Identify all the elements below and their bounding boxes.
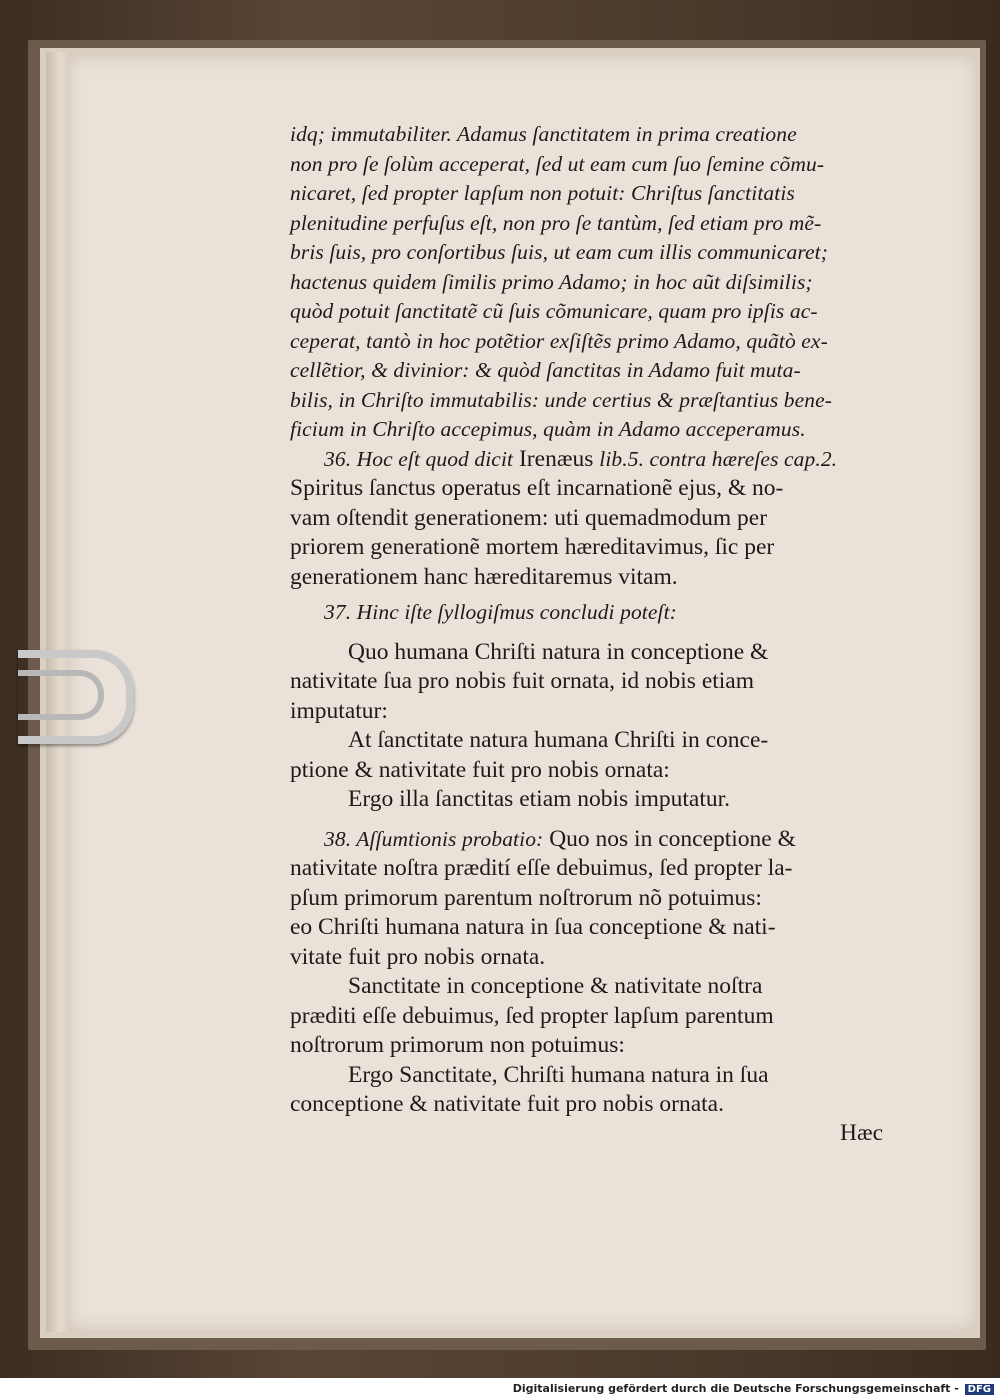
text-line: vam oſtendit generationem: uti quemadmodum per [290, 504, 768, 531]
text-line: Quo humana Chriſti natura in conceptione & [348, 638, 769, 665]
paragraph-38-body [290, 854, 902, 1120]
paragraph-37-head: 37. Hinc iſte ſyllogiſmus concludi poteſt: [324, 600, 677, 624]
text-line: bilis, in Chriſto immutabilis: unde certius & præſtantius bene- [290, 387, 833, 412]
catchword: Hæc [840, 1120, 884, 1146]
text-line: nativitate ſua pro nobis fuit ornata, id nobis etiam [290, 668, 755, 694]
text-line: ptione & nativitate fuit pro nobis ornata: [290, 756, 670, 783]
syllogism-block [290, 638, 902, 815]
italic-paragraph [290, 120, 902, 445]
paragraph-38-label: 38. Aſſumtionis probatio: [324, 826, 544, 851]
source-reference: lib.5. contra hæreſes cap.2. [599, 446, 838, 471]
text-line: imputatur: [290, 697, 388, 724]
text-line: vitate fuit pro nobis ornata. [290, 943, 546, 970]
dfg-logo: DFG [965, 1384, 994, 1395]
text-line: priorem generationẽ mortem hæreditavimus, ſic per [290, 534, 775, 560]
page-text [290, 120, 902, 1120]
text-line: nativitate noſtra prædití eſſe debuimus, ſed propter la- [290, 855, 793, 881]
author-name: Irenæus [513, 445, 600, 472]
text-line: pſum primorum parentum noſtrorum nõ potuimus: [290, 884, 762, 911]
text-line: non pro ſe ſolùm acceperat, ſed ut eam cum ſuo ſemine cõmu- [290, 151, 825, 176]
text-line: plenitudine perfuſus eſt, non pro ſe tantùm, ſed etiam pro mẽ- [290, 210, 822, 235]
text-line: generationem hanc hæreditaremus vitam. [290, 563, 678, 590]
text-line: At ſanctitate natura humana Chriſti in conce- [348, 727, 769, 753]
text-line: præditi eſſe debuimus, ſed propter lapſum parentum [290, 1002, 774, 1029]
text-line: Ergo illa ſanctitas etiam nobis imputatur. [348, 786, 731, 812]
text-line: ficium in Chriſto accepimus, quàm in Adamo acceperamus. [290, 417, 806, 441]
text-line: quòd potuit ſanctitatẽ cũ ſuis cõmunicare, quam pro ipſis ac- [290, 299, 818, 323]
text-line: nicaret, ſed propter lapſum non potuit: Chriſtus ſanctitatis [290, 181, 795, 205]
digitization-footer [513, 1382, 994, 1395]
text-line: cellẽtior, & divinior: & quòd ſanctitas in Adamo fuit muta- [290, 358, 801, 382]
paragraph-38-head [290, 825, 902, 855]
text-line: Ergo Sanctitate, Chriſti humana natura in ſua [348, 1061, 769, 1088]
paragraph-38-first: Quo nos in conceptione & [543, 825, 796, 852]
text-line: bris ſuis, pro conſortibus ſuis, ut eam cum illis communicaret; [290, 240, 829, 264]
text-line: idq; immutabiliter. Adamus ſanctitatem in prima creatione [290, 122, 797, 146]
text-line: conceptione & nativitate fuit pro nobis ornata. [290, 1091, 724, 1117]
text-line: Sanctitate in conceptione & nativitate noſtra [348, 973, 763, 999]
text-line: Spiritus ſanctus operatus eſt incarnationẽ ejus, & no- [290, 475, 784, 501]
paper-clip-inner [18, 670, 104, 720]
text-line: eo Chriſti humana natura in ſua conceptione & nati- [290, 914, 776, 940]
footer-text: Digitalisierung gefördert durch die Deutsche Forschungsgemeinschaft - [512, 1382, 959, 1395]
text-line: noſtrorum primorum non potuimus: [290, 1032, 625, 1058]
paragraph-36-head [290, 445, 902, 475]
text-line: ceperat, tantò in hoc potẽtior exſiſtẽs primo Adamo, quãtò ex- [290, 328, 828, 353]
paragraph-36-body [290, 474, 902, 592]
paragraph-36-label: 36. Hoc eſt quod dicit [324, 446, 514, 471]
text-line: hactenus quidem ſimilis primo Adamo; in hoc aũt diſsimilis; [290, 269, 813, 294]
